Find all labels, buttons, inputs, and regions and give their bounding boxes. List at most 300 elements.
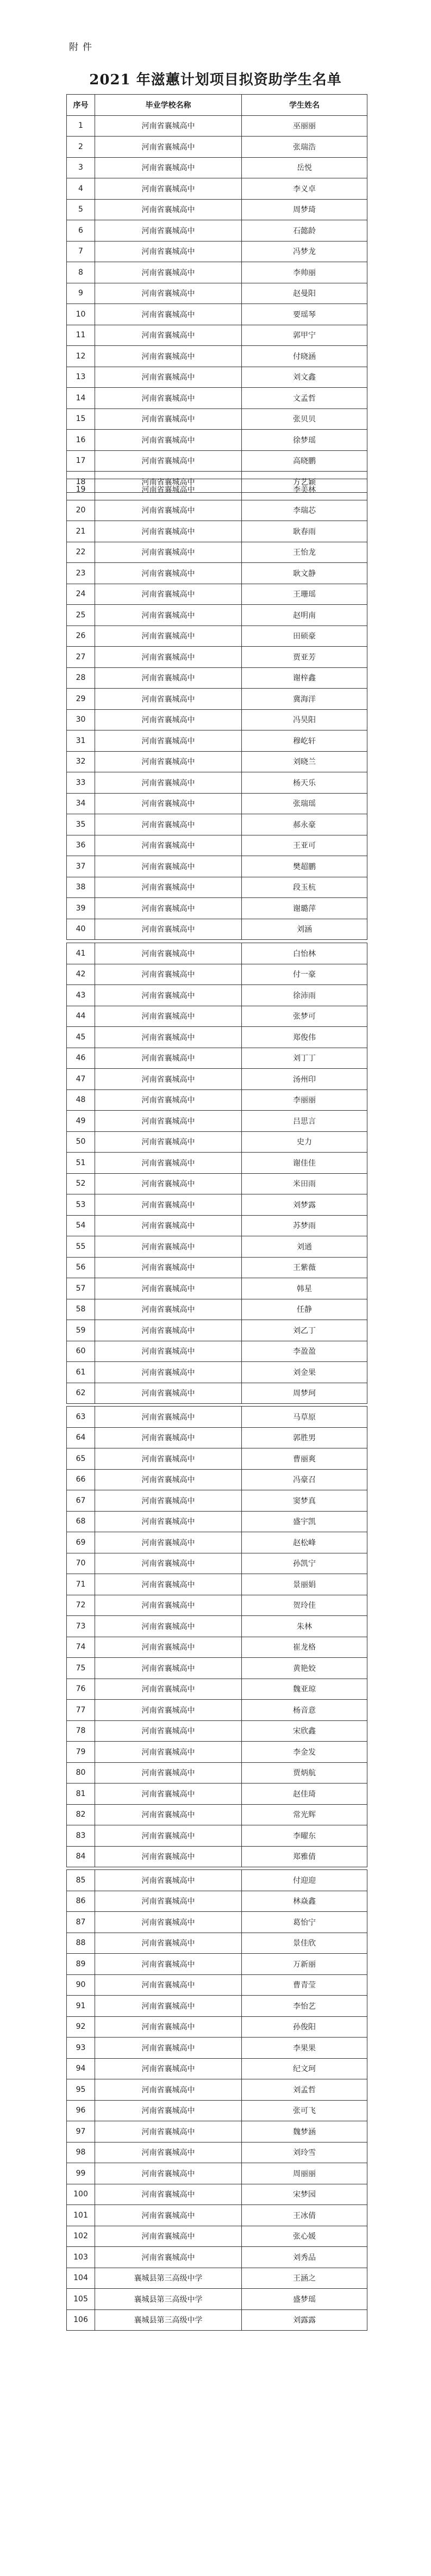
cell-index: 55: [67, 1236, 95, 1258]
cell-student-name: 赵佳琦: [242, 1784, 367, 1805]
cell-student-name: 纪文珂: [242, 2058, 367, 2079]
header-school: 毕业学校名称: [95, 95, 242, 116]
cell-student-name: 孙凯宁: [242, 1553, 367, 1574]
cell-school: 河南省襄城高中: [95, 751, 242, 772]
cell-student-name: 景佳欣: [242, 1933, 367, 1954]
cell-school: 河南省襄城高中: [95, 472, 242, 493]
cell-student-name: 王紫薇: [242, 1257, 367, 1278]
cell-school: 襄城县第三高级中学: [95, 2268, 242, 2289]
cell-school: 河南省襄城高中: [95, 1341, 242, 1362]
table-row: [67, 1700, 367, 1721]
cell-index: 2: [67, 137, 95, 158]
cell-student-name: 高晓鹏: [242, 450, 367, 472]
cell-school: 河南省襄城高中: [95, 1194, 242, 1216]
cell-student-name: 马草原: [242, 1407, 367, 1428]
table-row: [67, 199, 367, 220]
cell-index: 100: [67, 2184, 95, 2205]
table-row: [67, 1553, 367, 1574]
cell-school: 河南省襄城高中: [95, 137, 242, 158]
table-row: [67, 1679, 367, 1700]
cell-index: 85: [67, 1870, 95, 1891]
cell-school: 河南省襄城高中: [95, 521, 242, 542]
cell-index: 89: [67, 1954, 95, 1975]
table-row: [67, 584, 367, 605]
cell-student-name: 刘涵: [242, 919, 367, 940]
student-table: [66, 94, 367, 493]
table-row: [67, 220, 367, 242]
cell-student-name: 景丽娟: [242, 1574, 367, 1595]
cell-index: 78: [67, 1720, 95, 1742]
cell-index: 52: [67, 1173, 95, 1194]
table-row: [67, 730, 367, 752]
cell-student-name: 王怡龙: [242, 542, 367, 563]
table-row: [67, 1891, 367, 1912]
table-row: [67, 1912, 367, 1933]
cell-index: 84: [67, 1846, 95, 1867]
cell-school: 河南省襄城高中: [95, 325, 242, 346]
cell-index: 41: [67, 943, 95, 964]
header-student-name: 学生姓名: [242, 95, 367, 116]
cell-student-name: 周丽丽: [242, 2163, 367, 2184]
table-page: [66, 1406, 367, 1867]
cell-student-name: 李瑞芯: [242, 500, 367, 521]
cell-school: 河南省襄城高中: [95, 2247, 242, 2268]
cell-school: 河南省襄城高中: [95, 2121, 242, 2142]
table-row: [67, 2058, 367, 2079]
cell-index: 96: [67, 2100, 95, 2121]
cell-school: 河南省襄城高中: [95, 1846, 242, 1867]
cell-school: 河南省襄城高中: [95, 450, 242, 472]
cell-index: 48: [67, 1089, 95, 1111]
cell-school: 河南省襄城高中: [95, 1595, 242, 1616]
cell-student-name: 白怡林: [242, 943, 367, 964]
table-row: [67, 542, 367, 563]
cell-school: 河南省襄城高中: [95, 898, 242, 919]
cell-index: 24: [67, 584, 95, 605]
cell-school: 河南省襄城高中: [95, 115, 242, 137]
cell-index: 65: [67, 1448, 95, 1470]
table-row: [67, 1299, 367, 1320]
cell-school: 河南省襄城高中: [95, 220, 242, 242]
table-row: [67, 2184, 367, 2205]
cell-student-name: 付晓涵: [242, 346, 367, 367]
cell-school: 河南省襄城高中: [95, 1320, 242, 1341]
table-row: [67, 2121, 367, 2142]
cell-school: 河南省襄城高中: [95, 730, 242, 752]
cell-student-name: 穆屹轩: [242, 730, 367, 752]
table-row: [67, 1194, 367, 1216]
cell-school: 河南省襄城高中: [95, 2079, 242, 2101]
cell-school: 襄城县第三高级中学: [95, 2309, 242, 2331]
cell-student-name: 崔龙格: [242, 1637, 367, 1658]
cell-student-name: 李果果: [242, 2038, 367, 2059]
cell-index: 94: [67, 2058, 95, 2079]
table-row: [67, 2309, 367, 2331]
cell-student-name: 李曜东: [242, 1825, 367, 1847]
cell-index: 8: [67, 262, 95, 283]
cell-student-name: 赵明南: [242, 605, 367, 626]
cell-school: 河南省襄城高中: [95, 178, 242, 200]
cell-index: 40: [67, 919, 95, 940]
cell-index: 71: [67, 1574, 95, 1595]
cell-index: 97: [67, 2121, 95, 2142]
cell-school: 河南省襄城高中: [95, 157, 242, 178]
cell-student-name: 米田雨: [242, 1173, 367, 1194]
cell-index: 42: [67, 964, 95, 985]
table-row: [67, 964, 367, 985]
table-page: [66, 479, 367, 940]
cell-school: 河南省襄城高中: [95, 1804, 242, 1825]
cell-student-name: 郑雅倩: [242, 1846, 367, 1867]
cell-student-name: 张贝贝: [242, 408, 367, 430]
cell-index: 74: [67, 1637, 95, 1658]
cell-index: 46: [67, 1048, 95, 1069]
cell-index: 69: [67, 1532, 95, 1553]
cell-school: 河南省襄城高中: [95, 1616, 242, 1637]
cell-school: 河南省襄城高中: [95, 1658, 242, 1679]
cell-student-name: 刘丁丁: [242, 1048, 367, 1069]
cell-index: 67: [67, 1490, 95, 1512]
cell-student-name: 刘玲雪: [242, 2142, 367, 2163]
cell-index: 18: [67, 472, 95, 493]
cell-school: 河南省襄城高中: [95, 1490, 242, 1512]
table-row: [67, 626, 367, 647]
cell-school: 河南省襄城高中: [95, 605, 242, 626]
cell-index: 30: [67, 709, 95, 730]
cell-student-name: 杨天乐: [242, 772, 367, 794]
cell-index: 15: [67, 408, 95, 430]
table-row: [67, 2100, 367, 2121]
table-row: [67, 1574, 367, 1595]
cell-school: 河南省襄城高中: [95, 430, 242, 451]
cell-school: 河南省襄城高中: [95, 1069, 242, 1090]
cell-index: 104: [67, 2268, 95, 2289]
cell-index: 93: [67, 2038, 95, 2059]
table-row: [67, 1595, 367, 1616]
table-row: [67, 2142, 367, 2163]
cell-index: 62: [67, 1383, 95, 1404]
table-row: [67, 346, 367, 367]
cell-index: 19: [67, 479, 95, 500]
cell-school: 河南省襄城高中: [95, 1974, 242, 1996]
student-table: [66, 1406, 367, 1867]
cell-school: 河南省襄城高中: [95, 542, 242, 563]
cell-school: 河南省襄城高中: [95, 1720, 242, 1742]
cell-student-name: 苏梦雨: [242, 1215, 367, 1236]
table-row: [67, 1236, 367, 1258]
cell-student-name: 樊超鹏: [242, 856, 367, 877]
cell-school: 河南省襄城高中: [95, 856, 242, 877]
cell-index: 29: [67, 689, 95, 710]
cell-student-name: 宋梦园: [242, 2184, 367, 2205]
table-row: [67, 1637, 367, 1658]
cell-index: 81: [67, 1784, 95, 1805]
table-row: [67, 388, 367, 409]
table-row: [67, 1616, 367, 1637]
table-row: [67, 689, 367, 710]
cell-student-name: 李义卓: [242, 178, 367, 200]
cell-student-name: 孙俊阳: [242, 2016, 367, 2038]
table-row: [67, 2016, 367, 2038]
cell-student-name: 刘乙丁: [242, 1320, 367, 1341]
cell-index: 17: [67, 450, 95, 472]
table-row: [67, 1846, 367, 1867]
cell-student-name: 徐沛雨: [242, 985, 367, 1006]
cell-school: 河南省襄城高中: [95, 1215, 242, 1236]
cell-index: 102: [67, 2226, 95, 2247]
table-row: [67, 2205, 367, 2226]
cell-school: 河南省襄城高中: [95, 1111, 242, 1132]
cell-school: 河南省襄城高中: [95, 563, 242, 584]
cell-student-name: 曹青莹: [242, 1974, 367, 1996]
table-row: [67, 772, 367, 794]
cell-school: 河南省襄城高中: [95, 346, 242, 367]
cell-student-name: 张瑞瑶: [242, 793, 367, 814]
cell-student-name: 刘通: [242, 1236, 367, 1258]
cell-school: 河南省襄城高中: [95, 1553, 242, 1574]
cell-index: 49: [67, 1111, 95, 1132]
cell-index: 28: [67, 667, 95, 689]
table-row: [67, 367, 367, 388]
cell-student-name: 李美林: [242, 479, 367, 500]
cell-index: 3: [67, 157, 95, 178]
student-table: [66, 943, 367, 1404]
cell-school: 河南省襄城高中: [95, 283, 242, 304]
cell-student-name: 任静: [242, 1299, 367, 1320]
cell-index: 91: [67, 1996, 95, 2017]
cell-student-name: 田硕豪: [242, 626, 367, 647]
cell-index: 32: [67, 751, 95, 772]
cell-student-name: 周梦琦: [242, 199, 367, 220]
cell-student-name: 曹丽爽: [242, 1448, 367, 1470]
cell-student-name: 魏亚琼: [242, 1679, 367, 1700]
table-row: [67, 137, 367, 158]
cell-student-name: 谢璐萍: [242, 898, 367, 919]
cell-index: 39: [67, 898, 95, 919]
cell-student-name: 李帅丽: [242, 262, 367, 283]
cell-index: 37: [67, 856, 95, 877]
table-row: [67, 500, 367, 521]
cell-student-name: 史力: [242, 1131, 367, 1153]
table-row: [67, 814, 367, 835]
cell-school: 河南省襄城高中: [95, 262, 242, 283]
cell-school: 河南省襄城高中: [95, 1784, 242, 1805]
table-row: [67, 262, 367, 283]
cell-index: 106: [67, 2309, 95, 2331]
cell-school: 河南省襄城高中: [95, 1469, 242, 1490]
cell-index: 92: [67, 2016, 95, 2038]
cell-school: 河南省襄城高中: [95, 1027, 242, 1048]
cell-student-name: 王珊瑶: [242, 584, 367, 605]
cell-index: 59: [67, 1320, 95, 1341]
cell-school: 河南省襄城高中: [95, 1532, 242, 1553]
table-row: [67, 667, 367, 689]
cell-student-name: 郑俊伟: [242, 1027, 367, 1048]
table-row: [67, 1131, 367, 1153]
cell-student-name: 贺玲佳: [242, 1595, 367, 1616]
cell-school: 河南省襄城高中: [95, 1448, 242, 1470]
table-row: [67, 1006, 367, 1027]
table-row: [67, 1469, 367, 1490]
cell-school: 河南省襄城高中: [95, 2184, 242, 2205]
cell-school: 河南省襄城高中: [95, 1048, 242, 1069]
table-row: [67, 2247, 367, 2268]
cell-index: 75: [67, 1658, 95, 1679]
cell-student-name: 郝永豪: [242, 814, 367, 835]
cell-index: 63: [67, 1407, 95, 1428]
cell-student-name: 盛宇凯: [242, 1511, 367, 1532]
cell-school: 河南省襄城高中: [95, 667, 242, 689]
cell-student-name: 巫丽丽: [242, 115, 367, 137]
cell-student-name: 谢佳佳: [242, 1153, 367, 1174]
cell-index: 103: [67, 2247, 95, 2268]
table-row: [67, 304, 367, 325]
cell-school: 河南省襄城高中: [95, 304, 242, 325]
table-row: [67, 1173, 367, 1194]
cell-school: 河南省襄城高中: [95, 1574, 242, 1595]
table-row: [67, 1069, 367, 1090]
cell-student-name: 赵曼阳: [242, 283, 367, 304]
cell-index: 95: [67, 2079, 95, 2101]
table-row: [67, 943, 367, 964]
cell-student-name: 王亚可: [242, 835, 367, 856]
cell-index: 72: [67, 1595, 95, 1616]
table-row: [67, 1784, 367, 1805]
cell-school: 河南省襄城高中: [95, 877, 242, 898]
table-row: [67, 1320, 367, 1341]
table-row: [67, 877, 367, 898]
cell-student-name: 周梦珂: [242, 1383, 367, 1404]
cell-school: 河南省襄城高中: [95, 1954, 242, 1975]
cell-index: 98: [67, 2142, 95, 2163]
cell-school: 河南省襄城高中: [95, 1006, 242, 1027]
table-row: [67, 2038, 367, 2059]
table-row: [67, 1362, 367, 1383]
table-row: [67, 2226, 367, 2247]
cell-student-name: 谢梓鑫: [242, 667, 367, 689]
table-row: [67, 1870, 367, 1891]
cell-index: 99: [67, 2163, 95, 2184]
cell-school: 河南省襄城高中: [95, 388, 242, 409]
table-row: [67, 647, 367, 668]
cell-index: 26: [67, 626, 95, 647]
cell-index: 33: [67, 772, 95, 794]
table-header-row: [67, 95, 367, 116]
cell-student-name: 韩星: [242, 1278, 367, 1299]
cell-school: 河南省襄城高中: [95, 1511, 242, 1532]
cell-index: 101: [67, 2205, 95, 2226]
table-row: [67, 1278, 367, 1299]
table-row: [67, 1027, 367, 1048]
cell-student-name: 魏梦涵: [242, 2121, 367, 2142]
cell-index: 66: [67, 1469, 95, 1490]
table-row: [67, 1048, 367, 1069]
cell-school: 河南省襄城高中: [95, 1299, 242, 1320]
cell-student-name: 李怡艺: [242, 1996, 367, 2017]
cell-student-name: 冯豪召: [242, 1469, 367, 1490]
cell-student-name: 宋欣鑫: [242, 1720, 367, 1742]
table-row: [67, 919, 367, 940]
cell-index: 68: [67, 1511, 95, 1532]
cell-student-name: 窦梦真: [242, 1490, 367, 1512]
cell-school: 河南省襄城高中: [95, 647, 242, 668]
cell-student-name: 李金发: [242, 1742, 367, 1763]
cell-index: 45: [67, 1027, 95, 1048]
cell-student-name: 耿春雨: [242, 521, 367, 542]
cell-school: 河南省襄城高中: [95, 2163, 242, 2184]
cell-index: 61: [67, 1362, 95, 1383]
table-row: [67, 1427, 367, 1448]
cell-index: 76: [67, 1679, 95, 1700]
table-row: [67, 2163, 367, 2184]
cell-index: 14: [67, 388, 95, 409]
cell-student-name: 盛梦瑶: [242, 2289, 367, 2310]
cell-school: 河南省襄城高中: [95, 1742, 242, 1763]
table-row: [67, 605, 367, 626]
cell-school: 河南省襄城高中: [95, 793, 242, 814]
cell-index: 73: [67, 1616, 95, 1637]
table-row: [67, 1383, 367, 1404]
cell-index: 38: [67, 877, 95, 898]
table-row: [67, 2079, 367, 2101]
cell-student-name: 石懿龄: [242, 220, 367, 242]
table-row: [67, 709, 367, 730]
cell-index: 12: [67, 346, 95, 367]
cell-school: 河南省襄城高中: [95, 1996, 242, 2017]
cell-index: 50: [67, 1131, 95, 1153]
table-row: [67, 1762, 367, 1784]
table-row: [67, 1742, 367, 1763]
cell-student-name: 冀海洋: [242, 689, 367, 710]
cell-index: 23: [67, 563, 95, 584]
table-row: [67, 1804, 367, 1825]
cell-school: 河南省襄城高中: [95, 1173, 242, 1194]
cell-index: 16: [67, 430, 95, 451]
cell-student-name: 张心媛: [242, 2226, 367, 2247]
table-row: [67, 1490, 367, 1512]
cell-school: 河南省襄城高中: [95, 2226, 242, 2247]
cell-school: 河南省襄城高中: [95, 1870, 242, 1891]
cell-school: 河南省襄城高中: [95, 199, 242, 220]
cell-student-name: 冯梦龙: [242, 241, 367, 262]
cell-school: 河南省襄城高中: [95, 1131, 242, 1153]
table-row: [67, 521, 367, 542]
cell-school: 河南省襄城高中: [95, 1679, 242, 1700]
table-row: [67, 408, 367, 430]
cell-index: 9: [67, 283, 95, 304]
table-row: [67, 2268, 367, 2289]
cell-student-name: 朱林: [242, 1616, 367, 1637]
cell-student-name: 李丽丽: [242, 1089, 367, 1111]
header-index: 序号: [67, 95, 95, 116]
table-row: [67, 241, 367, 262]
cell-index: 35: [67, 814, 95, 835]
cell-index: 79: [67, 1742, 95, 1763]
cell-index: 13: [67, 367, 95, 388]
cell-school: 河南省襄城高中: [95, 1912, 242, 1933]
cell-student-name: 郭甲宁: [242, 325, 367, 346]
table-row: [67, 2289, 367, 2310]
student-table: [66, 479, 367, 940]
table-page: [66, 1869, 367, 2331]
table-row: [67, 751, 367, 772]
table-row: [67, 325, 367, 346]
table-row: [67, 1532, 367, 1553]
cell-student-name: 文孟哲: [242, 388, 367, 409]
table-row: [67, 157, 367, 178]
cell-index: 64: [67, 1427, 95, 1448]
table-row: [67, 1825, 367, 1847]
